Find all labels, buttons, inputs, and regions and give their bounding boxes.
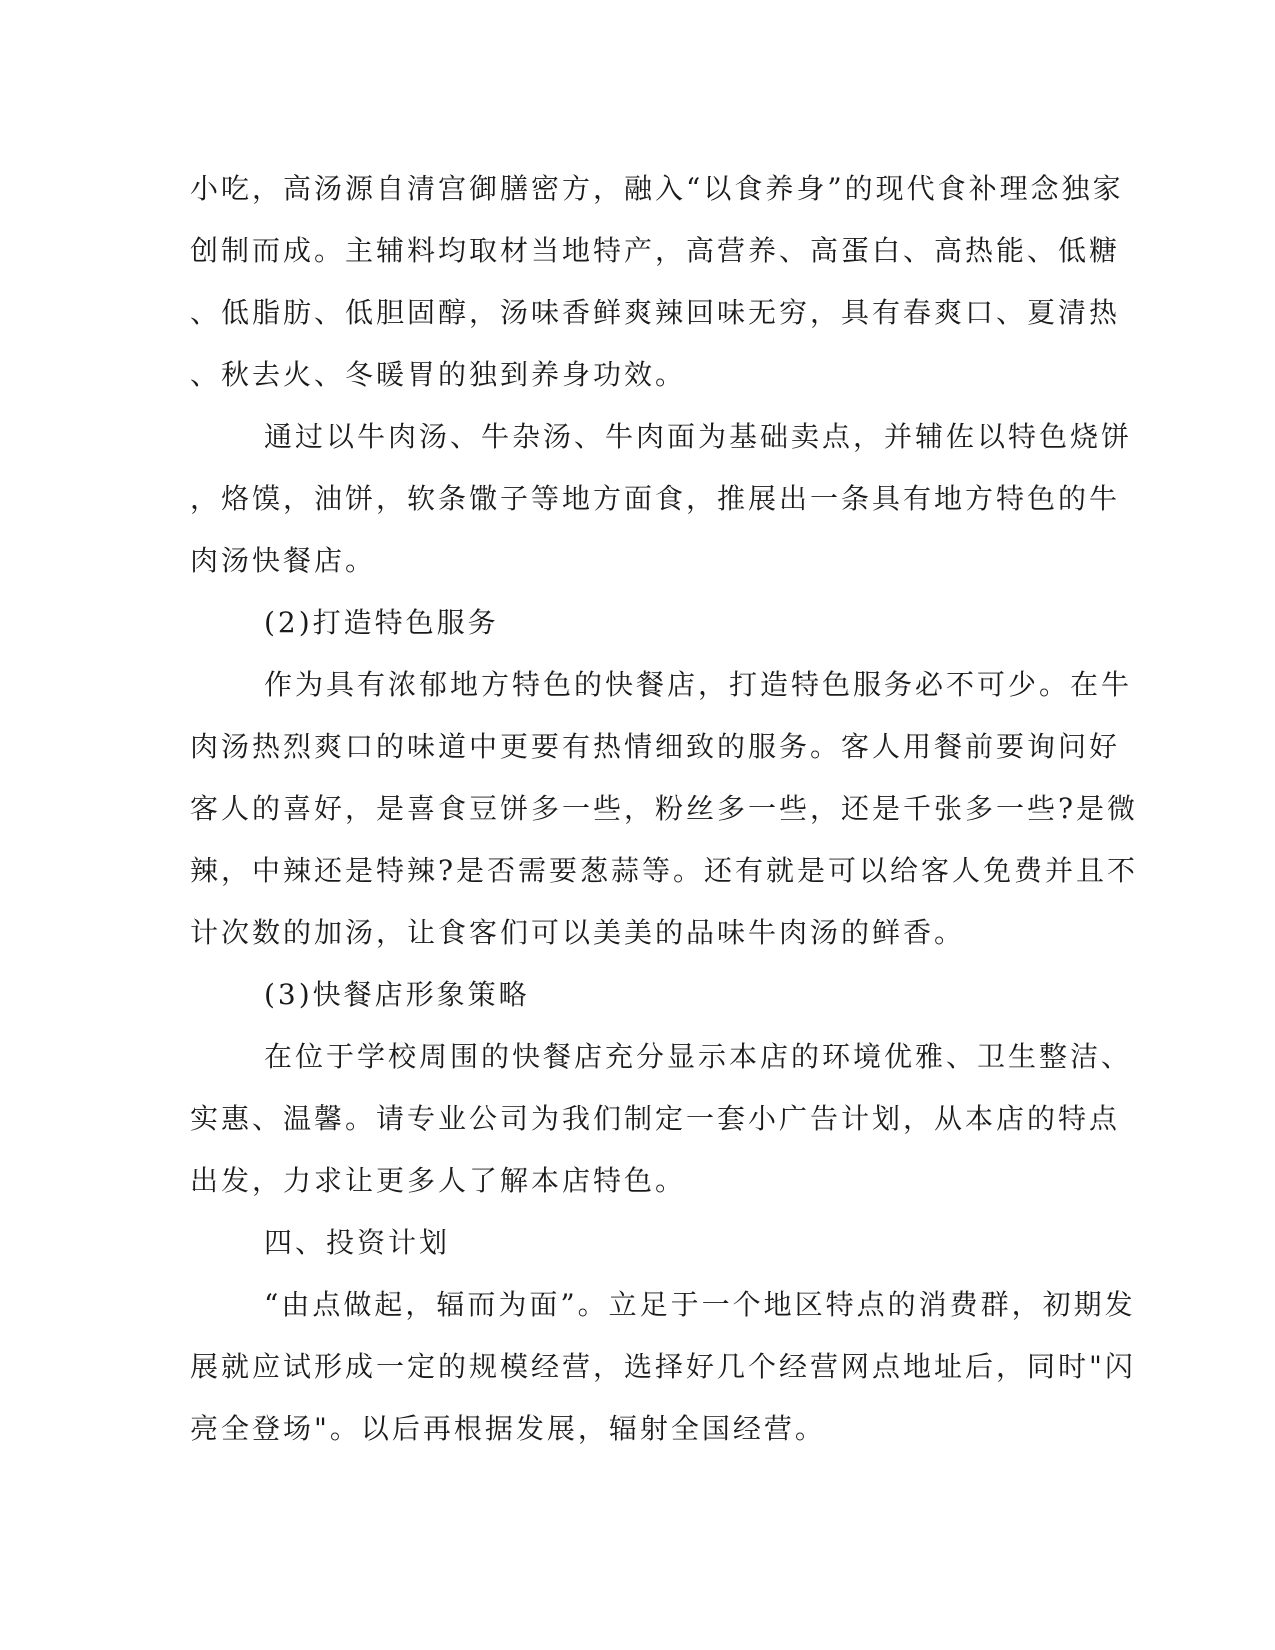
- body-line: 肉汤快餐店。: [190, 544, 377, 577]
- paragraph-first-line: “由点做起，辐而为面”。立足于一个地区特点的消费群，初期发: [264, 1288, 1136, 1321]
- body-line: 创制而成。主辅料均取材当地特产，高营养、高蛋白、高热能、低糖: [190, 234, 1121, 267]
- body-line: 展就应试形成一定的规模经营，选择好几个经营网点地址后，同时"闪: [190, 1350, 1136, 1383]
- paragraph-first-line: 在位于学校周围的快餐店充分显示本店的环境优雅、卫生整洁、: [264, 1040, 1133, 1073]
- document-body: [190, 158, 1139, 1460]
- body-line: 辣，中辣还是特辣?是否需要葱蒜等。还有就是可以给客人免费并且不: [190, 854, 1139, 887]
- body-line: 小吃，高汤源自清宫御膳密方，融入“以食养身”的现代食补理念独家: [190, 172, 1124, 205]
- paragraph-first-line: 通过以牛肉汤、牛杂汤、牛肉面为基础卖点，并辅佐以特色烧饼: [264, 420, 1133, 453]
- section-heading: (3)快餐店形象策略: [264, 978, 530, 1011]
- section-heading: 四、投资计划: [264, 1226, 451, 1259]
- body-line: 计次数的加汤，让食客们可以美美的品味牛肉汤的鲜香。: [190, 916, 966, 949]
- paragraph-first-line: 作为具有浓郁地方特色的快餐店，打造特色服务必不可少。在牛: [264, 668, 1133, 701]
- body-line: ，烙馍，油饼，软条馓子等地方面食，推展出一条具有地方特色的牛: [190, 482, 1121, 515]
- body-line: 客人的喜好，是喜食豆饼多一些，粉丝多一些，还是千张多一些?是微: [190, 792, 1139, 825]
- section-heading: (2)打造特色服务: [264, 606, 499, 639]
- body-line: 实惠、温馨。请专业公司为我们制定一套小广告计划，从本店的特点: [190, 1102, 1121, 1135]
- body-line: 、低脂肪、低胆固醇，汤味香鲜爽辣回味无穷，具有春爽口、夏清热: [190, 296, 1121, 329]
- body-line: 肉汤热烈爽口的味道中更要有热情细致的服务。客人用餐前要询问好: [190, 730, 1121, 763]
- body-line: 亮全登场"。以后再根据发展，辐射全国经营。: [190, 1412, 826, 1445]
- body-line: 、秋去火、冬暖胃的独到养身功效。: [190, 358, 687, 391]
- body-line: 出发，力求让更多人了解本店特色。: [190, 1164, 687, 1197]
